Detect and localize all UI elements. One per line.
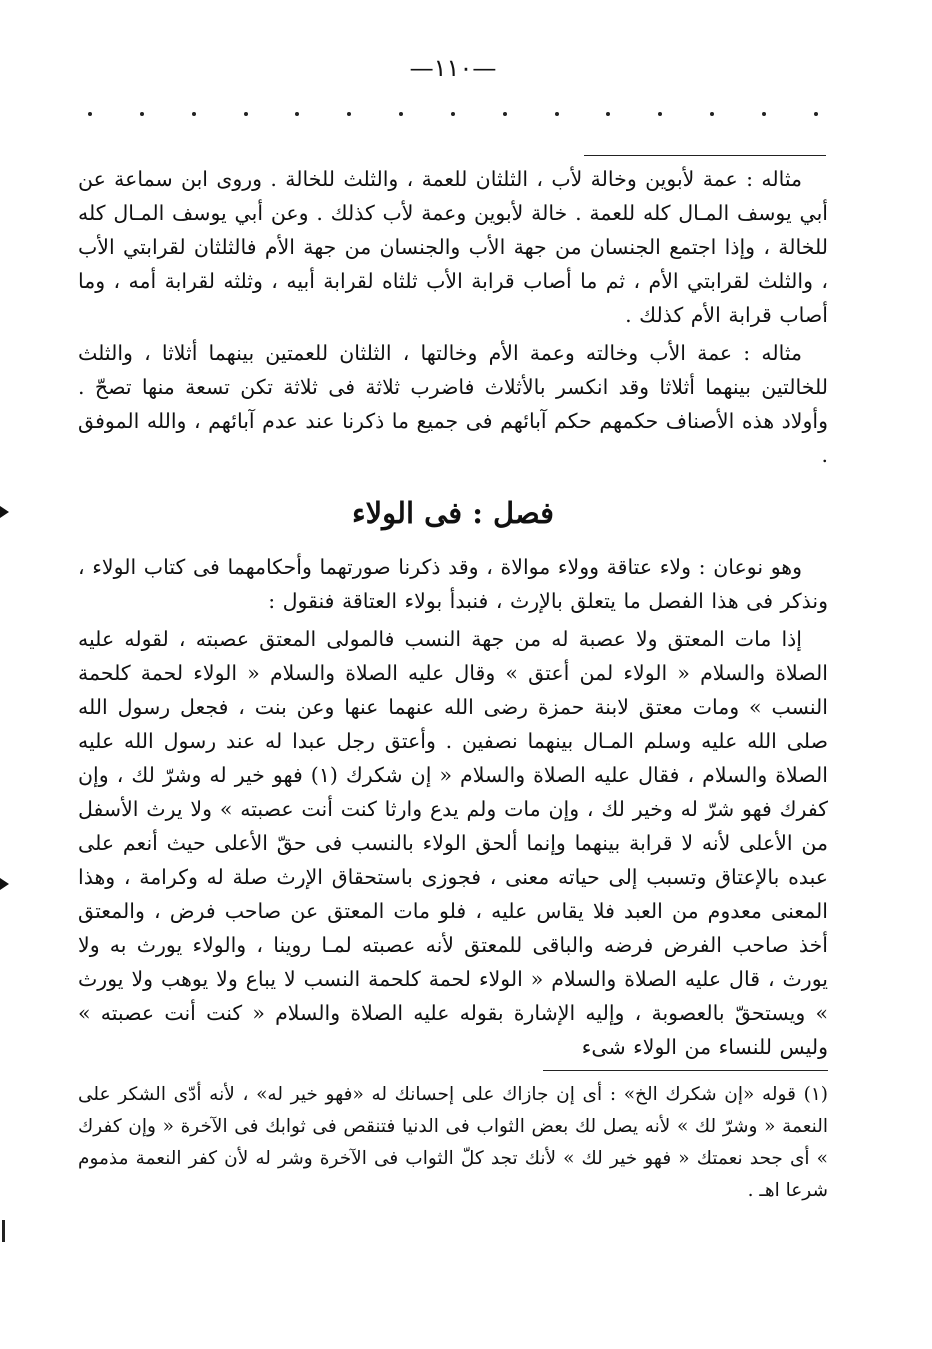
footnote-divider-line: [543, 1070, 828, 1071]
separator-dot: [503, 112, 507, 116]
separator-dot: [710, 112, 714, 116]
separator-dot: [192, 112, 196, 116]
page-number: —١١٠—: [409, 54, 497, 82]
separator-dot: [88, 112, 92, 116]
margin-marker-icon: [0, 506, 9, 518]
footnote: (١) قوله «إن شكرك الخ» : أى إن جازاك على إحسانك له «فهو خير له» ، لأنه أدّى الشكر على النعمة « وشرّ لك » لأنه يصل لك بعض الثواب فى الدنيا فتنقص فى ثوابك فى الآخرة « وإن كفرك » أى جحد نعمتك « فهو خير لك » لأنك تجد كلّ الثواب فى الآخرة وشر له لأن كفر النعمة مذموم شرعا اهـ .: [78, 1084, 828, 1201]
separator-dot: [814, 112, 818, 116]
book-page: [78, 40, 828, 1330]
margin-tick-mark: [2, 1220, 5, 1242]
section-paragraph-intro: وهو نوعان : ولاء عتاقة وولاء موالاة ، وقد ذكرنا صورتهما وأحكامهما فى كتاب الولاء ، ونذكر فى هذا الفصل ما يتعلق بالإرث ، فنبدأ بولاء العتاقة فنقول :: [78, 555, 828, 613]
top-divider-line: [584, 155, 826, 156]
paragraph-example-2: مثاله : عمة الأب وخالته وعمة الأم وخالتها ، الثلثان للعمتين بينهما أثلاثا ، والثلث للخالتين بينهما أثلاثا وقد انكسر بالأثلاث فاضرب ثلاثة فى ثلاثة تكن تسعة منها تصحّ . وأولاد هذه الأصناف حكمهم حكم آبائهم فى جميع ما ذكرنا عند عدم آبائهم ، والله الموفق .: [78, 341, 828, 467]
margin-marker-icon: [0, 878, 9, 890]
dotted-separator: [88, 112, 818, 116]
separator-dot: [658, 112, 662, 116]
separator-dot: [347, 112, 351, 116]
separator-dot: [399, 112, 403, 116]
main-text: [78, 162, 828, 1207]
separator-dot: [140, 112, 144, 116]
separator-dot: [606, 112, 610, 116]
separator-dot: [762, 112, 766, 116]
section-heading: فصل : فى الولاء: [351, 496, 555, 530]
separator-dot: [244, 112, 248, 116]
paragraph-example-1: مثاله : عمة لأبوين وخالة لأب ، الثلثان للعمة ، والثلث للخالة . وروى ابن سماعة عن أبي يوسف المـال كله للعمة . خالة لأبوين وعمة لأب كذلك . وعن أبي يوسف المـال كله للخالة ، وإذا اجتمع الجنسان من جهة الأب والجنسان من جهة الأم فالثلثان لقرابتي الأب ، والثلث لقرابتي الأم ، ثم ما أصاب قرابة الأب ثلثاه لقرابة أبيه ، وثلثه لقرابة أمه ، وما أصاب قرابة الأم كذلك .: [78, 167, 828, 327]
separator-dot: [555, 112, 559, 116]
separator-dot: [295, 112, 299, 116]
separator-dot: [451, 112, 455, 116]
section-paragraph-body: إذا مات المعتق ولا عصبة له من جهة النسب فالمولى المعتق عصبته ، لقوله عليه الصلاة والسلام « الولاء لمن أعتق » وقال عليه الصلاة والسلام « الولاء لحمة كلحمة النسب » ومات معتق لابنة حمزة رضى الله عنهما عنها وعن بنت ، فجعل رسول الله صلى الله عليه وسلم المـال بينهما نصفين . وأعتق رجل عبدا له عند رسول الله عليه الصلاة والسلام ، فقال عليه الصلاة والسلام « إن شكرك (١) فهو خير له وشرّ لك ، وإن كفرك فهو شرّ له وخير لك ، وإن مات ولم يدع وارثا كنت أنت عصبته » ولا يرث الأسفل من الأعلى لأنه لا قرابة بينهما وإنما ألحق الولاء بالنسب فى حقّ الأعلى حيث أنعم على عبده بالإعتاق وتسبب إلى حياته معنى ، فجوزى باستحقاق الإرث صلة له وكرامة ، وهذا المعنى معدوم من العبد فلا يقاس عليه ، فلو مات المعتق عن صاحب فرض ، والمعتق أخذ صاحب الفرض فرضه والباقى للمعتق لأنه عصبته لمـا روينا ، والولاء يورث به ولا يورث ، قال عليه الصلاة والسلام « الولاء لحمة كلحمة النسب لا يباع ولا يوهب ولا يورث » ويستحقّ بالعصوبة ، وإليه الإشارة بقوله عليه الصلاة والسلام « كنت أنت عصبته » وليس للنساء من الولاء شىء: [78, 627, 828, 1059]
